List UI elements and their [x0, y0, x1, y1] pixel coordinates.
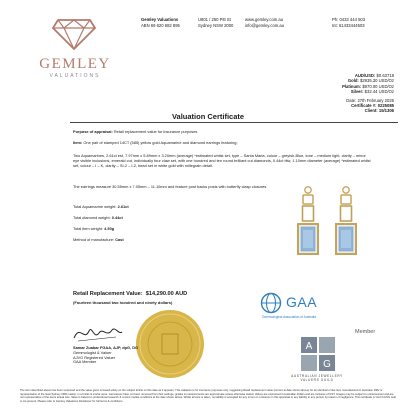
retail-value-line: Retail Replacement Value: $14,290.00 AUD — [73, 291, 188, 297]
signer-title-3: GAA Member — [73, 359, 97, 365]
signer-block — [73, 346, 138, 365]
rate-gold: Gold: $2935.30 USD/Oz — [347, 78, 394, 84]
website-link[interactable]: www.gemley.com.au — [245, 17, 284, 22]
page-title: Valuation Certificate — [171, 112, 245, 121]
rate-silver: Silver: $32.44 USD/Oz — [350, 89, 394, 95]
valuer-signature — [72, 322, 124, 344]
cert-number: Certificate #: 0225085 — [351, 103, 394, 109]
total-diamond-row: Total diamond weight: 0.44ct — [73, 215, 123, 220]
phone-number: Ph: 0433 444 503 — [332, 17, 366, 22]
rates-block — [342, 73, 394, 114]
signer-title-2: AJVG Registered Valuer — [73, 354, 116, 360]
ajvg-label: AUSTRALIAN JEWELLERY VALUERS GUILD — [291, 374, 343, 382]
gaa-full-name: Gemmological Association of Australia — [262, 315, 317, 319]
header-company-block — [141, 17, 180, 28]
signer-name: Samar Zuabar FGAA, AJP, dpG, DG — [73, 345, 139, 350]
diamond-logo-icon — [52, 18, 96, 50]
svg-text:A: A — [305, 341, 313, 352]
client-number: Client: 15/1306 — [364, 108, 394, 114]
disclaimer-footer: The item described above has been examined and the value given is based solely on the subject article on this date as it appears. This valuation is for insurance purposes only, suggesting Retail replacement value (current at date shown above) for an identical or like item manufactured in Australia. RRV is representative of the level Sydney CBD market, in a bricks & mortar store. Gemstones have not been removed from their settings, grades & measurements are approximate unless otherwise stated. Values are expressed in Australian dollars and are inclusive of GST. Images may be subject to enhancement and are not representative of the items actual size. Value is based on professional research & current market conditions at the date shown above. Whilst all care is taken, no liability is accepted for any errors or omissions in this appraisal or any liability to any person by reason of negligence. This certificate is void if AJVG seal is not present. Please refer to Gemley Valuations Disclaimer for full terms & conditions. — [20, 389, 396, 403]
rate-aud: AUD/USD: $0.63718 — [354, 73, 394, 78]
header-address-block — [198, 17, 233, 28]
brand-name: GEMLEY — [39, 56, 111, 72]
earring-photo — [288, 184, 368, 274]
total-item-weight-row: Total item weight: 4.50g — [73, 226, 115, 231]
brand-tagline: VALUATIONS — [49, 73, 101, 79]
address-line-1: U801 / 250 Pitt St — [198, 17, 231, 22]
gaa-member-label: Member — [355, 329, 376, 335]
intl-number: Int: 61433444503 — [332, 22, 365, 28]
gaa-abbreviation: GAA — [286, 294, 318, 310]
header-phone-block — [332, 17, 365, 28]
ajvg-logo-icon — [301, 337, 335, 371]
measurements-line: The earrings measure 30.55mm x 7.05mm – 11.10mm and feature post backs posts with butterfly clasp closures. — [73, 184, 268, 189]
earring-right — [336, 187, 356, 254]
earring-left — [298, 187, 318, 254]
company-name: Gemley Valuations — [141, 17, 179, 22]
rate-platinum: Platinum: $970.00 USD/Oz — [342, 83, 394, 89]
description-paragraph: Two Aquamarines, 2.61ct est, 7.97mm x 5.89mm x 3.20mm (average) *estimated whilst set, type – Santa Maria, colour – greyish-Blue, tone – medium light, clarity – minor eye visible inclusions, emerald cut, individually four claw set, with one hundred and ten round brilliant cut diamonds, 0.44ct ttlw, 1.10mm diameter (average) *estimated whilst set, colour – I – K, clarity – SI-2 – I-2, bead set in white gold with millegrain detail. — [73, 153, 371, 169]
gaa-globe-icon — [260, 292, 282, 314]
purpose-line: Purpose of appraisal: Retail replacement value for insurance purposes — [73, 129, 198, 134]
email-link[interactable]: info@gemley.com.au — [245, 22, 285, 28]
total-aquamarine-row: Total Aquamarine weight: 2.61ct — [73, 204, 129, 209]
ajvg-gold-seal-icon — [134, 308, 206, 380]
manufacture-method-row: Method of manufacture: Cast — [73, 237, 124, 242]
address-line-2: Sydney NSW 2000 — [198, 22, 234, 28]
signer-title-1: Gemmologist & Valuer — [73, 349, 112, 355]
header-web-block — [245, 17, 284, 28]
svg-text:G: G — [323, 359, 331, 370]
cert-date: Date: 27th February 2025 — [346, 97, 394, 103]
retail-value-words: (Fourteen thousand two hundred and ninety dollars) — [73, 300, 173, 305]
title-divider — [70, 122, 398, 123]
company-abn: ABN 69 620 682 895 — [141, 22, 180, 28]
item-line: Item: One pair of stamped 14CT (585) yellow gold Aquamarine and diamond earrings featuring; — [73, 140, 238, 145]
